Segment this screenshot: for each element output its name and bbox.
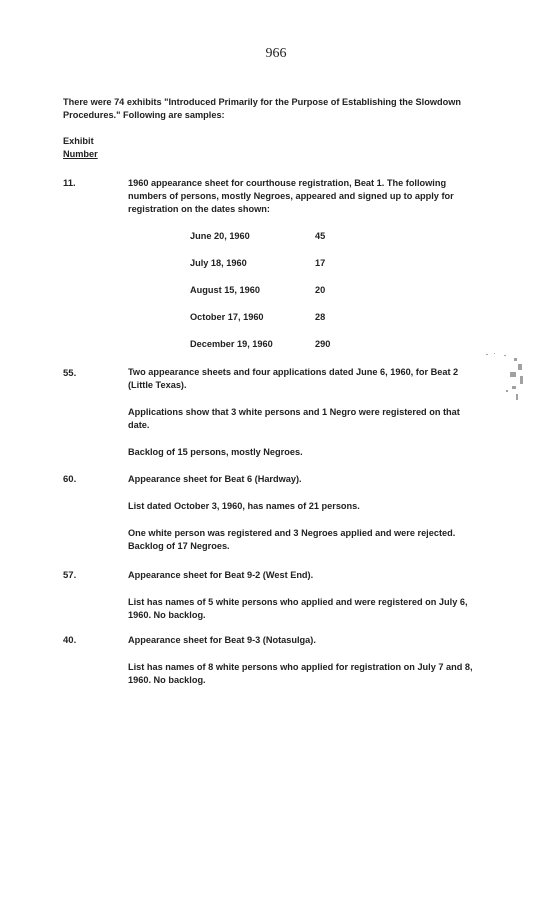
entry-paragraph: List has names of 5 white persons who applied and were registered on July 6, 1960. No backlog.	[128, 597, 468, 620]
date-row-date: December 19, 1960	[190, 339, 273, 349]
entry-paragraph: Backlog of 15 persons, mostly Negroes.	[128, 447, 303, 457]
exhibit-header-line2: Number	[63, 149, 98, 159]
entry-paragraph: Two appearance sheets and four applications dated June 6, 1960, for Beat 2 (Little Texas).	[128, 367, 459, 390]
intro-paragraph: There were 74 exhibits "Introduced Primarily for the Purpose of Establishing the Slowdown Procedures." Following are samples:	[63, 97, 461, 120]
entry-paragraph: Appearance sheet for Beat 6 (Hardway).	[128, 474, 302, 484]
entry-paragraph: List dated October 3, 1960, has names of 21 persons.	[128, 501, 360, 511]
entry-number: 11.	[63, 178, 76, 189]
date-row-count: 20	[315, 285, 326, 295]
date-row-count: 28	[315, 312, 326, 322]
exhibit-column-header	[63, 135, 98, 161]
date-row-date: June 20, 1960	[190, 231, 250, 241]
date-row-count: 290	[315, 339, 331, 349]
exhibit-header-line1: Exhibit	[63, 136, 94, 146]
scan-mark-icon	[480, 350, 528, 408]
date-row-date: July 18, 1960	[190, 258, 247, 268]
entry-paragraph: 1960 appearance sheet for courthouse registration, Beat 1. The following numbers of persons, mostly Negroes, appeared and signed up to apply for registration on the dates shown:	[128, 178, 454, 214]
entry-paragraph: One white person was registered and 3 Negroes applied and were rejected. Backlog of 17 Negroes.	[128, 528, 456, 551]
entry-number: 57.	[63, 570, 77, 581]
date-row-count: 45	[315, 231, 326, 241]
date-row-date: October 17, 1960	[190, 312, 264, 322]
entry-paragraph: Appearance sheet for Beat 9-2 (West End).	[128, 570, 314, 580]
date-row-date: August 15, 1960	[190, 285, 260, 295]
entry-number: 60.	[63, 474, 77, 485]
entry-paragraph: Applications show that 3 white persons and 1 Negro were registered on that date.	[128, 407, 460, 430]
page-number: 966	[265, 46, 287, 61]
date-row-count: 17	[315, 258, 326, 268]
entry-paragraph: List has names of 8 white persons who applied for registration on July 7 and 8, 1960. No backlog.	[128, 662, 473, 685]
entry-number: 55.	[63, 368, 77, 379]
entry-number: 40.	[63, 635, 77, 646]
entry-paragraph: Appearance sheet for Beat 9-3 (Notasulga).	[128, 635, 316, 645]
